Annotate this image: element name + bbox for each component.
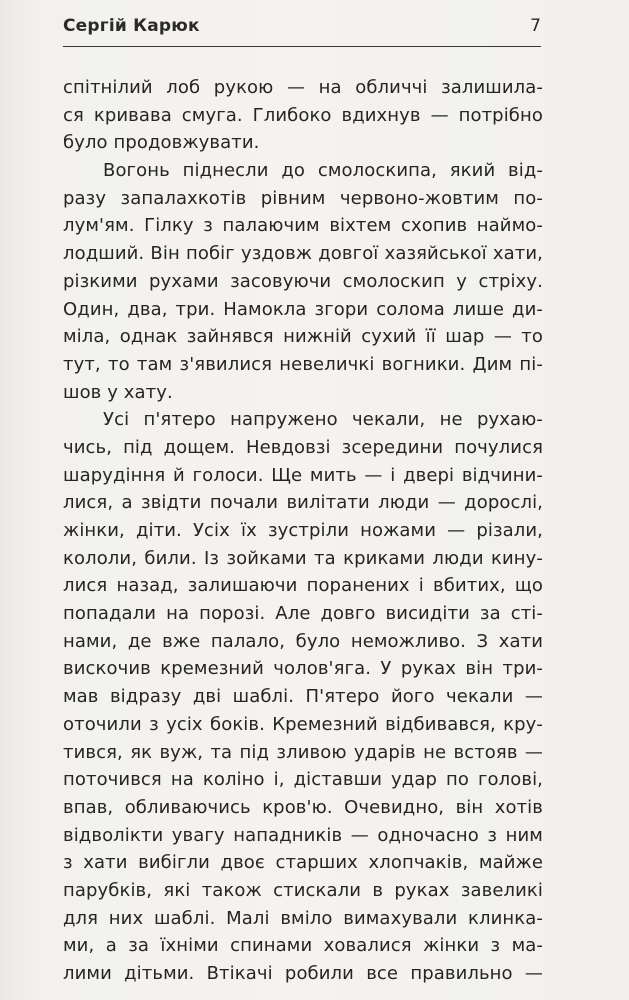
text-line: з хати вибігли двоє старших хлопчаків, майже (63, 852, 543, 874)
text-line: міла, однак зайнявся нижній сухий її шар — то (63, 326, 543, 348)
text-line: попадали на порозі. Але довго висидіти за сті- (63, 603, 543, 625)
text-line: вискочив кремезний чолов'яга. У руках він три- (63, 658, 543, 680)
text-line: поточився на коліно і, діставши удар по голові, (63, 769, 543, 791)
text-line: для них шаблі. Малі вміло вимахували клинка- (63, 907, 543, 929)
text-line: нами, де вже палало, було неможливо. З хати (63, 630, 543, 652)
text-line: жінки, діти. Усіх їх зустріли ножами — різали, (63, 520, 543, 541)
text-line: Усі п'ятеро напружено чекали, не рухаю- (103, 409, 543, 431)
text-line: тут, то там з'явилися невеличкі вогники. Дим пі- (63, 353, 543, 375)
text-line: кололи, били. Із зойками та криками люди кину- (63, 547, 543, 569)
text-line: шарудіння й голоси. Ще мить — і двері відчини- (63, 464, 543, 486)
text-line: спітнілий лоб рукою — на обличчі залишила- (63, 77, 543, 98)
page-number: 7 (530, 16, 541, 36)
text-line: мав відразу дві шаблі. П'ятеро його чекали — (63, 686, 543, 708)
text-line: лими дітьми. Втікачі робили все правильно — (63, 963, 543, 984)
text-line: чись, під дощем. Невдовзі зсередини почулися (63, 436, 543, 458)
text-line: впав, обливаючись кров'ю. Очевидно, він хотів (63, 796, 543, 818)
text-line: шов у хату. (63, 381, 173, 403)
text-line: лум'ям. Гілку з палаючим віхтем схопив наймо- (63, 215, 543, 237)
text-line: різкими рухами засовуючи смолоскип у стріху. (63, 270, 543, 292)
body-text (63, 74, 543, 988)
running-header (63, 14, 541, 46)
text-line: лися, а звідти почали вилітати люди — дорослі, (63, 492, 543, 514)
text-line: разу запалахкотів рівним червоно-жовтим по- (63, 187, 543, 209)
text-line: парубків, які також стискали в руках завеликі (63, 879, 543, 901)
text-line: було продовжувати. (63, 132, 260, 154)
text-line: лися назад, залишаючи поранених і вбитих, що (63, 575, 543, 597)
text-line: оточили з усіх боків. Кремезний відбивався, кру- (63, 713, 543, 735)
text-line: тився, як вуж, та під зливою ударів не встояв — (63, 741, 543, 763)
text-line: ми, а за їхніми спинами ховалися жінки з ма- (63, 935, 543, 957)
text-line: ся кривава смуга. Глибоко вдихнув — потрібно (63, 104, 543, 126)
text-line: відволікти увагу нападників — одночасно з ним (63, 824, 543, 846)
header-rule (63, 46, 541, 47)
author-name: Сергій Карюк (63, 16, 200, 36)
text-line: Вогонь піднесли до смолоскипа, який від- (103, 160, 543, 182)
text-line: лодший. Він побіг уздовж довгої хазяйської хати, (63, 243, 543, 265)
text-line: Один, два, три. Намокла згори солома лише ди- (63, 298, 543, 320)
